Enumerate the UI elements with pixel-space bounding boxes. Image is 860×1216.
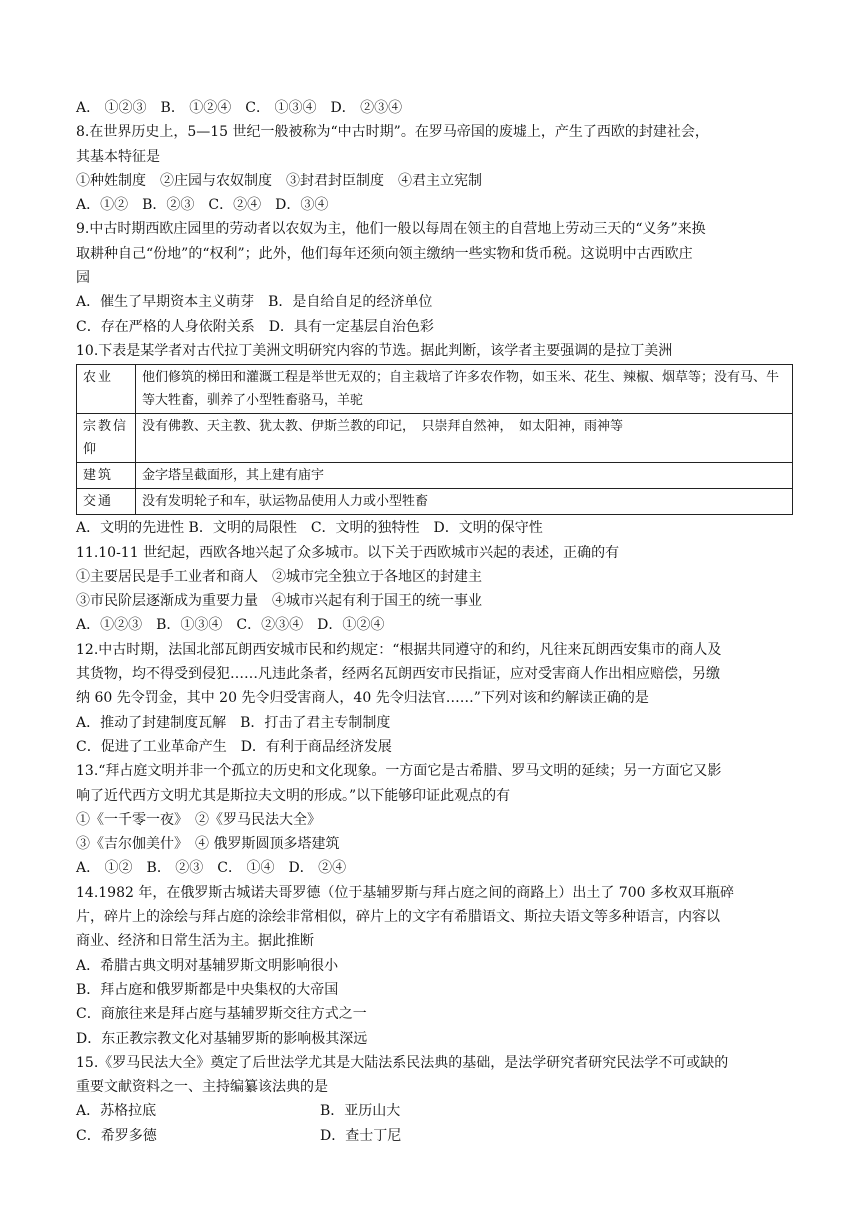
table-value: 他们修筑的梯田和灌溉工程是举世无双的；自主栽培了许多农作物，如玉米、花生、辣椒、烟草等；没有马、牛等大牲畜，驯养了小型牲畜骆马，羊驼 bbox=[136, 365, 793, 414]
table-row bbox=[77, 463, 793, 489]
q15-stem-line: 15.《罗马民法大全》奠定了后世法学尤其是大陆法系民法典的基础，是法学研究者研究民法学不可或缺的 bbox=[76, 1054, 729, 1071]
q12-options-cd: C．促进了工业革命产生 D．有利于商品经济发展 bbox=[76, 738, 392, 755]
q14-stem-line: 片，碎片上的涂绘与拜占庭的涂绘非常相似，碎片上的文字有希腊语文、斯拉夫语文等多种语言，内容以 bbox=[76, 909, 720, 926]
q15-option-d: D．查士丁尼 bbox=[320, 1127, 402, 1144]
table-key: 宗教信仰 bbox=[77, 414, 136, 463]
q13-stem-line: 13.“拜占庭文明并非一个孤立的历史和文化现象。一方面它是古希腊、罗马文明的延续；另一方面它又影 bbox=[76, 763, 722, 780]
q14-stem-line: 商业、经济和日常生活为主。据此推断 bbox=[76, 933, 314, 950]
q12-stem-line: 12.中古时期，法国北部瓦朗西安城市民和约规定：“根据共同遵守的和约，凡往来瓦朗西安集市的商人及 bbox=[76, 641, 722, 658]
q10-stem: 10.下表是某学者对古代拉丁美洲文明研究内容的节选。据此判断，该学者主要强调的是拉丁美洲 bbox=[76, 342, 673, 359]
q9-stem-line: 9.中古时期西欧庄园里的劳动者以农奴为主，他们一般以每周在领主的自营地上劳动三天的“义务”来换 bbox=[76, 221, 706, 238]
table-value: 金字塔呈截面形，其上建有庙宇 bbox=[136, 463, 793, 489]
q14-option-d: D．东正教宗教文化对基辅罗斯的影响极其深远 bbox=[76, 1030, 368, 1047]
table-row bbox=[77, 414, 793, 463]
q15-options-row bbox=[76, 1124, 792, 1148]
q9-options-ab: A．催生了早期资本主义萌芽 B．是自给自足的经济单位 bbox=[76, 294, 433, 311]
exam-page bbox=[76, 96, 792, 1148]
table-row bbox=[77, 365, 793, 414]
q14-option-a: A．希腊古典文明对基辅罗斯文明影响很小 bbox=[76, 957, 339, 974]
q9-options-cd: C．存在严格的人身依附关系 D．具有一定基层自治色彩 bbox=[76, 318, 434, 335]
q15-option-c: C．希罗多德 bbox=[76, 1127, 157, 1144]
q10-table bbox=[76, 364, 793, 515]
q14-option-c: C．商旅往来是拜占庭与基辅罗斯交往方式之一 bbox=[76, 1006, 367, 1023]
q7-options: A． ①②③ B． ①②④ C． ①③④ D． ②③④ bbox=[76, 100, 403, 116]
q13-options: A． ①② B． ②③ C． ①④ D． ②④ bbox=[76, 860, 347, 877]
q13-stem-line: 响了近代西方文明尤其是斯拉夫文明的形成。”以下能够印证此观点的有 bbox=[76, 787, 511, 804]
q15-stem-line: 重要文献资料之一、主持编纂该法典的是 bbox=[76, 1079, 328, 1096]
table-key: 建筑 bbox=[77, 463, 136, 489]
q15-option-b: B．亚历山大 bbox=[320, 1103, 401, 1120]
q8-items: ①种姓制度 ②庄园与农奴制度 ③封君封臣制度 ④君主立宪制 bbox=[76, 172, 482, 189]
q12-stem-line: 其货物，均不得受到侵犯……凡违此条者，经两名瓦朗西安市民指证，应对受害商人作出相应赔偿，另缴 bbox=[76, 666, 720, 683]
q14-stem-line: 14.1982 年，在俄罗斯古城诺夫哥罗德（位于基辅罗斯与拜占庭之间的商路上）出土了 700 多枚双耳瓶碎 bbox=[76, 884, 734, 901]
q11-options: A．①②③ B．①③④ C．②③④ D．①②④ bbox=[76, 617, 385, 634]
q15-option-a: A．苏格拉底 bbox=[76, 1103, 157, 1120]
q9-stem-line: 取耕种自己“份地”的“权利”；此外，他们每年还须向领主缴纳一些实物和货币税。这说明中古西欧庄 bbox=[76, 245, 693, 262]
table-value: 没有发明轮子和车，驮运物品使用人力或小型牲畜 bbox=[136, 489, 793, 515]
table-key: 交通 bbox=[77, 489, 136, 515]
q8-stem-line: 其基本特征是 bbox=[76, 148, 160, 165]
q11-items: ①主要居民是手工业者和商人 ②城市完全独立于各地区的封建主 bbox=[76, 568, 482, 585]
q13-items: ③《吉尔伽美什》 ④ 俄罗斯圆顶多塔建筑 bbox=[76, 836, 340, 853]
q12-stem-line: 纳 60 先令罚金，其中 20 先令归受害商人，40 先令归法官……”下列对该和约解读正确的是 bbox=[76, 690, 649, 707]
table-key: 农业 bbox=[77, 365, 136, 414]
q11-stem: 11.10-11 世纪起，西欧各地兴起了众多城市。以下关于西欧城市兴起的表述，正确的有 bbox=[76, 544, 620, 561]
q12-options-ab: A．推动了封建制度瓦解 B．打击了君主专制制度 bbox=[76, 714, 391, 731]
q15-options-row bbox=[76, 1099, 792, 1123]
q11-items: ③市民阶层逐渐成为重要力量 ④城市兴起有利于国王的统一事业 bbox=[76, 593, 482, 610]
q14-option-b: B．拜占庭和俄罗斯都是中央集权的大帝国 bbox=[76, 981, 339, 998]
q13-items: ①《一千零一夜》 ②《罗马民法大全》 bbox=[76, 811, 321, 828]
q10-options: A．文明的先进性 B．文明的局限性 C．文明的独特性 D．文明的保守性 bbox=[76, 520, 543, 537]
table-value: 没有佛教、天主教、犹太教、伊斯兰教的印记， 只崇拜自然神， 如太阳神，雨神等 bbox=[136, 414, 793, 463]
q9-stem-line: 园 bbox=[76, 270, 90, 287]
q8-stem-line: 8.在世界历史上，5—15 世纪一般被称为“中古时期”。在罗马帝国的废墟上，产生了西欧的封建社会， bbox=[76, 124, 709, 141]
table-row bbox=[77, 489, 793, 515]
q8-options: A．①② B．②③ C．②④ D．③④ bbox=[76, 197, 329, 214]
